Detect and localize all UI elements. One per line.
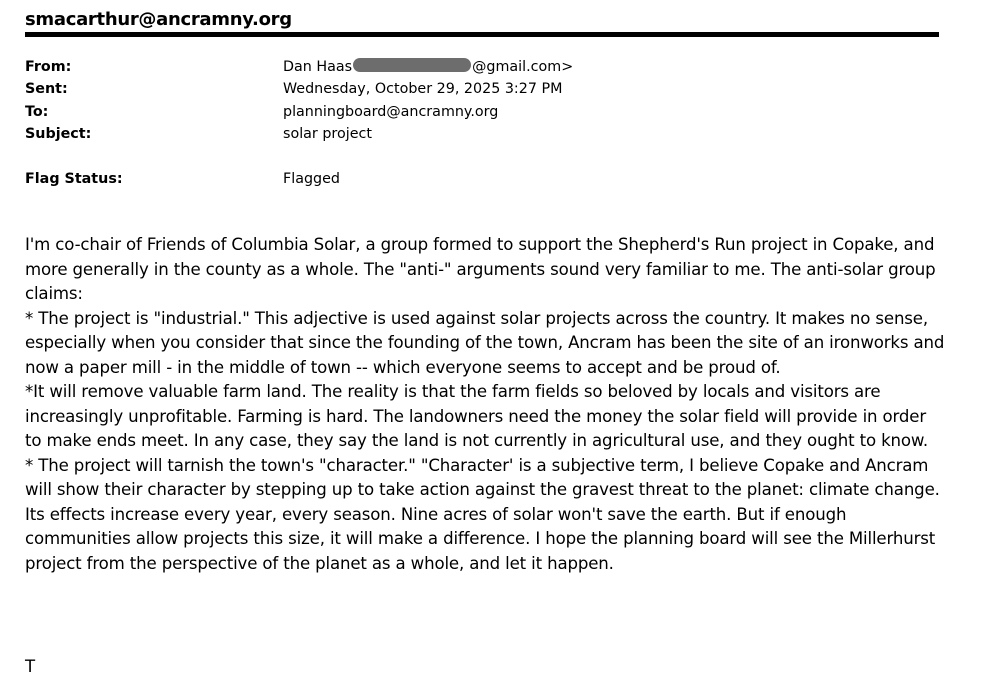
from-label: From: <box>25 59 72 75</box>
sent-value: Wednesday, October 29, 2025 3:27 PM <box>283 81 563 97</box>
body-paragraph: *It will remove valuable farm land. The reality is that the farm fields so beloved by locals and visitors are increasingly unprofitable. Farming is hard. The landowners need the money the solar field will provide in order to make ends meet. In any case, they say the land is not currently in agricultural use, and they ought to know. <box>25 382 928 450</box>
sender-name: Dan Haas <box>283 59 353 75</box>
to-value: planningboard@ancramny.org <box>283 104 499 120</box>
sender-domain: @gmail.com> <box>472 59 574 75</box>
body-paragraph: * The project will tarnish the town's "character." "Character' is a subjective term, I believe Copake and Ancram will show their character by stepping up to take action against the gravest threat to the planet: climate change. Its effects increase every year, every season. Nine acres of solar won't save the earth. But if enough communities allow projects this size, it will make a difference. I hope the planning board will see the Millerhurst project from the perspective of the planet as a whole, and let it happen. <box>25 455 940 573</box>
subject-value: solar project <box>283 126 372 142</box>
to-label: To: <box>25 104 49 120</box>
body-paragraph: I'm co-chair of Friends of Columbia Solar, a group formed to support the Shepherd's Run project in Copake, and more generally in the county as a whole. The "anti-" arguments sound very familiar to me. The anti-solar group claims: <box>25 235 936 303</box>
sent-label: Sent: <box>25 81 68 97</box>
subject-label: Subject: <box>25 126 92 142</box>
header-divider <box>25 32 939 37</box>
from-value <box>283 58 573 76</box>
flag-status-label: Flag Status: <box>25 171 123 187</box>
flag-status-value: Flagged <box>283 171 340 187</box>
signature: T <box>25 657 36 676</box>
body-paragraph: * The project is "industrial." This adjective is used against solar projects across the country. It makes no sense, especially when you consider that since the founding of the town, Ancram has been the site of an ironworks and now a paper mill - in the middle of town -- which everyone seems to accept and be proud of. <box>25 308 945 377</box>
account-email: smacarthur@ancramny.org <box>25 9 292 30</box>
email-body <box>25 233 945 576</box>
redaction-bar <box>353 58 471 72</box>
